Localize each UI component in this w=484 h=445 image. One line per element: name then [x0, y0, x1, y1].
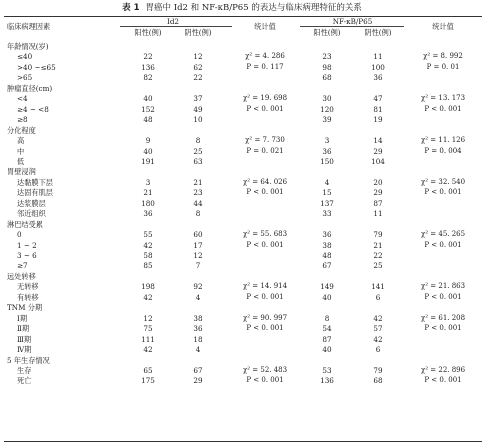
nf-negative-count: 20 — [373, 177, 383, 187]
nf-positive-count: 33 — [322, 209, 332, 219]
table-rule — [4, 16, 482, 17]
id2-p-value: P = 0. 021 — [246, 146, 284, 155]
id2-positive-count: 42 — [143, 345, 153, 355]
id2-negative-count: 37 — [193, 94, 203, 104]
nf-p-value: P = 0. 004 — [424, 146, 462, 155]
row-label: ≥7 — [17, 261, 28, 271]
row-label: ≤40 — [17, 52, 33, 62]
section-title: 分化程度 — [7, 125, 36, 135]
id2-negative-count: 17 — [193, 240, 203, 250]
nf-positive-count: 36 — [322, 146, 332, 156]
group-underline — [120, 26, 232, 27]
nf-positive-count: 98 — [322, 62, 332, 72]
row-label: >65 — [17, 73, 33, 83]
nf-positive-count: 120 — [320, 104, 334, 114]
id2-positive-count: 82 — [143, 73, 153, 83]
id2-positive-count: 36 — [143, 209, 153, 219]
id2-negative-count: 92 — [193, 282, 203, 292]
id2-positive-count: 198 — [141, 282, 155, 292]
id2-negative-count: 8 — [195, 209, 201, 219]
nf-positive-count: 54 — [322, 324, 332, 334]
nf-negative-count: 29 — [373, 146, 383, 156]
section-title: 肿瘤直径(cm) — [7, 83, 53, 93]
nf-positive-count: 15 — [322, 188, 332, 198]
table-number: 表 1 — [122, 3, 140, 13]
row-label: Ⅱ期 — [17, 324, 30, 334]
id2-chi-square: χ² = 52. 483 — [243, 365, 288, 374]
header-id2-positive: 阳性(例) — [134, 28, 162, 37]
header-group-nf: NF-κB/P65 — [332, 17, 373, 26]
row-label: 1 ~ 2 — [17, 240, 37, 250]
id2-positive-count: 65 — [143, 365, 153, 375]
id2-chi-square: χ² = 19. 698 — [243, 94, 288, 103]
nf-positive-count: 68 — [322, 73, 332, 83]
id2-p-value: P < 0. 001 — [246, 324, 284, 333]
id2-negative-count: 29 — [193, 376, 203, 386]
nf-negative-count: 19 — [373, 115, 383, 125]
id2-chi-square: χ² = 64. 026 — [243, 177, 288, 186]
id2-p-value: P < 0. 001 — [246, 376, 284, 385]
row-label: 无转移 — [17, 282, 39, 292]
section-title: 5 年生存情况 — [7, 355, 50, 365]
id2-negative-count: 7 — [195, 261, 201, 271]
nf-negative-count: 29 — [373, 188, 383, 198]
id2-positive-count: 75 — [143, 324, 153, 334]
id2-negative-count: 4 — [195, 292, 201, 302]
nf-negative-count: 141 — [371, 282, 385, 292]
id2-negative-count: 8 — [195, 136, 201, 146]
nf-p-value: P < 0. 001 — [424, 324, 462, 333]
nf-positive-count: 3 — [324, 136, 330, 146]
id2-positive-count: 85 — [143, 261, 153, 271]
id2-positive-count: 55 — [143, 230, 153, 240]
id2-chi-square: χ² = 7. 730 — [245, 136, 285, 145]
nf-p-value: P < 0. 001 — [424, 104, 462, 113]
id2-chi-square: χ² = 14. 914 — [243, 282, 288, 291]
nf-chi-square: χ² = 11. 126 — [421, 136, 466, 145]
id2-negative-count: 12 — [193, 251, 203, 260]
id2-positive-count: 111 — [141, 334, 155, 344]
id2-negative-count: 62 — [193, 62, 203, 72]
id2-negative-count: 49 — [193, 104, 203, 114]
row-label: ≥4 ~ <8 — [17, 104, 49, 114]
header-nf-stat: 统计值 — [432, 22, 454, 31]
nf-negative-count: 100 — [371, 62, 385, 72]
nf-positive-count: 87 — [322, 334, 332, 344]
id2-p-value: P < 0. 001 — [246, 104, 284, 113]
id2-negative-count: 18 — [193, 334, 203, 344]
id2-positive-count: 9 — [145, 136, 151, 146]
nf-positive-count: 4 — [324, 177, 330, 187]
id2-negative-count: 36 — [193, 324, 203, 334]
nf-positive-count: 39 — [322, 115, 332, 125]
row-label: Ⅳ期 — [17, 345, 32, 355]
nf-negative-count: 42 — [373, 313, 383, 323]
nf-negative-count: 6 — [375, 292, 381, 302]
nf-negative-count: 14 — [373, 136, 383, 146]
nf-positive-count: 38 — [322, 240, 332, 250]
row-label: 达黏膜下层 — [17, 177, 53, 187]
row-label: 0 — [17, 230, 22, 240]
nf-positive-count: 137 — [320, 198, 334, 208]
id2-chi-square: χ² = 55. 683 — [243, 230, 288, 239]
id2-positive-count: 3 — [145, 177, 151, 187]
nf-chi-square: χ² = 8. 992 — [423, 52, 463, 61]
header-nf-negative: 阴性(例) — [364, 28, 392, 37]
id2-positive-count: 136 — [141, 62, 155, 72]
nf-negative-count: 79 — [373, 365, 383, 375]
id2-negative-count: 22 — [193, 73, 203, 83]
row-label: 高 — [17, 136, 25, 146]
nf-negative-count: 22 — [373, 251, 383, 260]
section-title: 远处转移 — [7, 271, 36, 281]
id2-positive-count: 42 — [143, 240, 153, 250]
table-rule — [4, 441, 482, 442]
nf-negative-count: 104 — [371, 156, 385, 166]
nf-chi-square: χ² = 32. 540 — [421, 177, 466, 186]
nf-negative-count: 25 — [373, 261, 383, 271]
nf-positive-count: 36 — [322, 230, 332, 240]
nf-positive-count: 40 — [322, 292, 332, 302]
nf-positive-count: 136 — [320, 376, 334, 386]
id2-p-value: P < 0. 001 — [246, 240, 284, 249]
id2-positive-count: 40 — [143, 146, 153, 156]
id2-negative-count: 25 — [193, 146, 203, 156]
nf-positive-count: 48 — [322, 251, 332, 260]
row-label: 低 — [17, 156, 25, 166]
header-group-id2: Id2 — [166, 17, 179, 26]
nf-positive-count: 40 — [322, 345, 332, 355]
nf-negative-count: 68 — [373, 376, 383, 386]
id2-negative-count: 4 — [195, 345, 201, 355]
row-label: 达浆膜层 — [17, 198, 46, 208]
nf-negative-count: 79 — [373, 230, 383, 240]
nf-negative-count: 87 — [373, 198, 383, 208]
nf-p-value: P < 0. 001 — [424, 292, 462, 301]
nf-negative-count: 57 — [373, 324, 383, 334]
row-label: ≥8 — [17, 115, 28, 125]
id2-positive-count: 22 — [143, 52, 153, 62]
row-label: 死亡 — [17, 376, 32, 386]
row-label: Ⅰ期 — [17, 313, 28, 323]
row-label: 3 ~ 6 — [17, 251, 37, 260]
nf-negative-count: 21 — [373, 240, 383, 250]
row-label: 有转移 — [17, 292, 39, 302]
id2-chi-square: χ² = 90. 997 — [243, 313, 288, 322]
id2-negative-count: 23 — [193, 188, 203, 198]
table-title: 胃癌中 Id2 和 NF-κB/P65 的表达与临床病理特征的关系 — [145, 3, 362, 13]
id2-p-value: P < 0. 001 — [246, 292, 284, 301]
id2-negative-count: 12 — [193, 52, 203, 62]
header-nf-positive: 阳性(例) — [313, 28, 341, 37]
header-id2-stat: 统计值 — [254, 22, 276, 31]
group-underline — [300, 26, 404, 27]
header-id2-negative: 阴性(例) — [184, 28, 212, 37]
id2-positive-count: 48 — [143, 115, 153, 125]
id2-negative-count: 67 — [193, 365, 203, 375]
nf-positive-count: 8 — [324, 313, 330, 323]
nf-negative-count: 11 — [373, 209, 383, 219]
nf-p-value: P < 0. 001 — [424, 240, 462, 249]
nf-p-value: P < 0. 001 — [424, 376, 462, 385]
row-label: 达固有肌层 — [17, 188, 53, 198]
id2-positive-count: 42 — [143, 292, 153, 302]
nf-positive-count: 53 — [322, 365, 332, 375]
nf-positive-count: 149 — [320, 282, 334, 292]
row-label: Ⅲ期 — [17, 334, 32, 344]
id2-negative-count: 44 — [193, 198, 203, 208]
header-factor: 临床病理因素 — [7, 22, 51, 31]
id2-positive-count: 191 — [141, 156, 155, 166]
section-title: 胃壁浸润 — [7, 167, 36, 177]
id2-positive-count: 180 — [141, 198, 155, 208]
id2-chi-square: χ² = 4. 286 — [245, 52, 285, 61]
nf-p-value: P = 0. 01 — [426, 62, 460, 71]
nf-p-value: P < 0. 001 — [424, 188, 462, 197]
id2-positive-count: 40 — [143, 94, 153, 104]
nf-positive-count: 67 — [322, 261, 332, 271]
section-title: TNM 分期 — [7, 303, 43, 313]
id2-negative-count: 60 — [193, 230, 203, 240]
nf-chi-square: χ² = 61. 208 — [421, 313, 466, 322]
section-title: 淋巴结受累 — [7, 219, 43, 229]
id2-positive-count: 21 — [143, 188, 153, 198]
table-caption — [0, 3, 484, 14]
nf-positive-count: 150 — [320, 156, 334, 166]
nf-chi-square: χ² = 21. 863 — [421, 282, 466, 291]
nf-chi-square: χ² = 45. 265 — [421, 230, 466, 239]
id2-negative-count: 38 — [193, 313, 203, 323]
nf-negative-count: 81 — [373, 104, 383, 114]
id2-positive-count: 58 — [143, 251, 153, 260]
id2-negative-count: 63 — [193, 156, 203, 166]
id2-positive-count: 152 — [141, 104, 155, 114]
id2-positive-count: 175 — [141, 376, 155, 386]
row-label: <4 — [17, 94, 28, 104]
nf-negative-count: 47 — [373, 94, 383, 104]
nf-positive-count: 30 — [322, 94, 332, 104]
nf-negative-count: 6 — [375, 345, 381, 355]
row-label: >40 ~≤65 — [17, 62, 56, 72]
id2-negative-count: 21 — [193, 177, 203, 187]
row-label: 中 — [17, 146, 25, 156]
id2-negative-count: 10 — [193, 115, 203, 125]
row-label: 生存 — [17, 365, 32, 375]
id2-p-value: P < 0. 001 — [246, 188, 284, 197]
nf-chi-square: χ² = 22. 896 — [421, 365, 466, 374]
row-label: 邻近组织 — [17, 209, 46, 219]
nf-negative-count: 11 — [373, 52, 383, 62]
nf-chi-square: χ² = 13. 173 — [421, 94, 466, 103]
nf-positive-count: 23 — [322, 52, 332, 62]
section-title: 年龄情况(岁) — [7, 42, 49, 51]
nf-negative-count: 36 — [373, 73, 383, 83]
nf-negative-count: 42 — [373, 334, 383, 344]
id2-positive-count: 12 — [143, 313, 153, 323]
id2-p-value: P = 0. 117 — [246, 62, 284, 71]
